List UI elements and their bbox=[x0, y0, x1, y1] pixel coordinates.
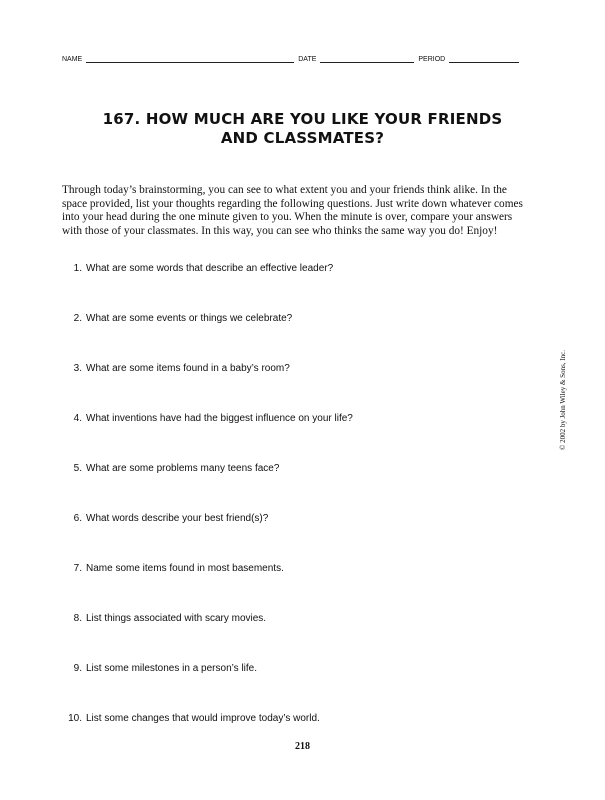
question-text: What are some words that describe an effective leader? bbox=[86, 263, 334, 274]
question-text: List some changes that would improve today’s world. bbox=[86, 713, 320, 724]
question-item bbox=[62, 363, 532, 413]
question-list bbox=[62, 263, 532, 763]
question-number: 6. bbox=[73, 513, 82, 524]
question-number: 10. bbox=[68, 713, 82, 724]
question-text: Name some items found in most basements. bbox=[86, 563, 284, 574]
period-label: PERIOD bbox=[418, 56, 446, 63]
question-number: 1. bbox=[73, 263, 82, 274]
question-number: 4. bbox=[73, 413, 82, 424]
question-number: 2. bbox=[73, 313, 82, 324]
question-item bbox=[62, 313, 532, 363]
question-item bbox=[62, 463, 532, 513]
question-text: What are some items found in a baby’s room? bbox=[86, 363, 290, 374]
page-number: 218 bbox=[295, 741, 310, 752]
title-line-2: AND CLASSMATES? bbox=[220, 129, 385, 147]
date-blank[interactable] bbox=[320, 55, 414, 63]
question-item bbox=[62, 663, 532, 713]
question-number: 3. bbox=[73, 363, 82, 374]
question-number: 9. bbox=[73, 663, 82, 674]
question-text: What are some events or things we celebrate? bbox=[86, 313, 293, 324]
question-item bbox=[62, 563, 532, 613]
question-text: What inventions have had the biggest influence on your life? bbox=[86, 413, 353, 424]
question-item bbox=[62, 413, 532, 463]
name-blank[interactable] bbox=[86, 55, 294, 63]
copyright-notice: © 2002 by John Wiley & Sons, Inc. bbox=[559, 350, 567, 450]
page-title bbox=[0, 110, 605, 148]
question-text: What are some problems many teens face? bbox=[86, 463, 280, 474]
question-number: 8. bbox=[73, 613, 82, 624]
name-label: NAME bbox=[62, 56, 83, 63]
question-item bbox=[62, 263, 532, 313]
period-blank[interactable] bbox=[449, 55, 519, 63]
question-item bbox=[62, 713, 532, 763]
date-label: DATE bbox=[298, 56, 317, 63]
question-text: List some milestones in a person’s life. bbox=[86, 663, 258, 674]
question-text: List things associated with scary movies. bbox=[86, 613, 267, 624]
instructions-paragraph: Through today’s brainstorming, you can see to what extent you and your friends think alike. In the space provided, list your thoughts regarding the following questions. Just write down whatever comes into your head during the one minute given to you. When the minute is over, compare your answers with those of your classmates. In this way, you can see who thinks the same way you do! Enjoy! bbox=[62, 184, 523, 237]
question-item bbox=[62, 513, 532, 563]
title-line-1: 167. HOW MUCH ARE YOU LIKE YOUR FRIENDS bbox=[102, 110, 503, 128]
question-number: 5. bbox=[73, 463, 82, 474]
question-item bbox=[62, 613, 532, 663]
question-text: What words describe your best friend(s)? bbox=[86, 513, 269, 524]
question-number: 7. bbox=[73, 563, 82, 574]
student-info-header bbox=[62, 55, 532, 63]
